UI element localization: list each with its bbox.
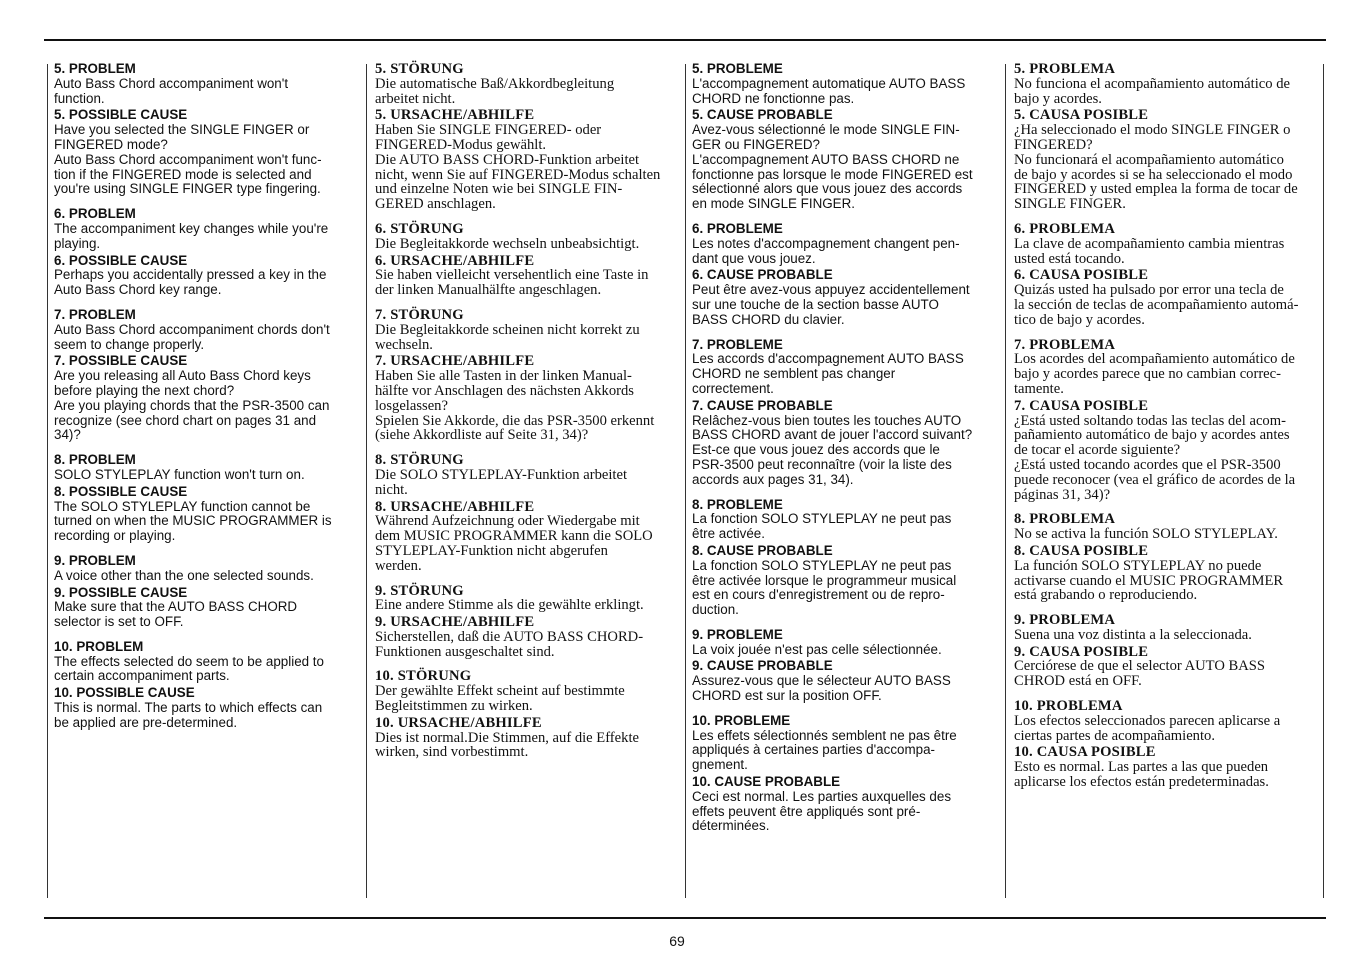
problem-text: La fonction SOLO STYLEPLAY ne peut pas être activée.	[692, 511, 952, 542]
problem-heading: 6. PROBLEMA	[1014, 220, 1116, 237]
top-rule	[44, 39, 1326, 41]
problem-heading: 9. STÖRUNG	[375, 582, 464, 599]
troubleshooting-item	[375, 453, 681, 573]
cause-heading: 5. URSACHE/ABHILFE	[375, 107, 535, 124]
problem-text: Los efectos seleccionados parecen aplicarse a ciertas partes de acompañamiento.	[1014, 712, 1281, 744]
problem-heading: 6. STÖRUNG	[375, 220, 464, 237]
problem-text: Die Begleitakkorde wechseln unbeabsichtigt.	[375, 235, 640, 252]
troubleshooting-item	[54, 453, 360, 544]
cause-text: Perhaps you accidentally pressed a key in the Auto Bass Chord key range.	[54, 267, 327, 298]
cause-text: Avez-vous sélectionné le mode SINGLE FIN- GER ou FINGERED? L'accompagnement AUTO BASS CHORD ne fonctionne pas lorsque le mode FINGERED est sélectionné alors que vous jouez des accords en mode SINGLE FINGER.	[692, 122, 973, 212]
problem-heading: 6. PROBLEM	[54, 206, 136, 222]
problem-text: Auto Bass Chord accompaniment won't function.	[54, 75, 289, 106]
cause-text: Quizás usted ha pulsado por error una tecla de la sección de teclas de acompañamiento automá- tico de bajo y acordes.	[1014, 282, 1299, 328]
problem-text: Les accords d'accompagnement AUTO BASS CHORD ne semblent pas changer correctement.	[692, 351, 964, 396]
cause-heading: 7. POSSIBLE CAUSE	[54, 353, 188, 369]
cause-heading: 10. CAUSE PROBABLE	[692, 774, 841, 790]
cause-text: Cerciórese de que el selector AUTO BASS CHROD está en OFF.	[1014, 658, 1266, 690]
troubleshooting-item	[1014, 613, 1320, 689]
troubleshooting-item	[692, 222, 1000, 328]
cause-heading: 6. POSSIBLE CAUSE	[54, 252, 188, 268]
cause-heading: 5. CAUSA POSIBLE	[1014, 107, 1149, 124]
troubleshooting-item	[375, 62, 681, 212]
problem-heading: 7. PROBLEMA	[1014, 336, 1116, 353]
troubleshooting-item	[1014, 222, 1320, 328]
problem-text: The accompaniment key changes while you're playing.	[54, 220, 329, 251]
cause-heading: 9. POSSIBLE CAUSE	[54, 584, 188, 600]
problem-heading: 8. STÖRUNG	[375, 452, 464, 469]
problem-heading: 10. STÖRUNG	[375, 668, 472, 685]
problem-text: SOLO STYLEPLAY function won't turn on.	[54, 466, 305, 482]
cause-heading: 10. POSSIBLE CAUSE	[54, 685, 195, 701]
cause-heading: 7. CAUSA POSIBLE	[1014, 397, 1149, 414]
problem-heading: 7. STÖRUNG	[375, 306, 464, 323]
german-column	[375, 62, 681, 770]
spanish-column	[1014, 62, 1320, 800]
cause-text: Dies ist normal.Die Stimmen, auf die Effekte wirken, sind vorbestimmt.	[375, 729, 639, 761]
cause-text: This is normal. The parts to which effects can be applied are pre-determined.	[54, 700, 323, 730]
cause-text: Ceci est normal. Les parties auxquelles des effets peuvent être appliqués sont pré- déterminées.	[692, 788, 952, 834]
problem-text: Die SOLO STYLEPLAY-Funktion arbeitet nicht.	[375, 466, 627, 498]
problem-heading: 5. PROBLEMA	[1014, 61, 1116, 77]
cause-text: ¿Está usted soltando todas las teclas del acom- pañamiento automático de bajo y acordes antes de tocar el acorde siguiente? ¿Está usted tocando acordes que el PSR-3500 puede reconocer (vea el gráfico de acordes de la páginas 31, 34)?	[1014, 412, 1296, 503]
problem-text: Les notes d'accompagnement changent pen- dant que vous jouez.	[692, 235, 960, 266]
cause-heading: 6. URSACHE/ABHILFE	[375, 252, 535, 269]
troubleshooting-item	[54, 207, 360, 298]
cause-text: La función SOLO STYLEPLAY no puede activarse cuando el MUSIC PROGRAMMER está grabando o reproduciendo.	[1014, 557, 1284, 604]
cause-text: Peut être avez-vous appuyez accidentellement sur une touche de la section basse AUTO BASS CHORD du clavier.	[692, 282, 970, 327]
cause-heading: 8. CAUSA POSIBLE	[1014, 542, 1149, 559]
problem-text: No se activa la función SOLO STYLEPLAY.	[1014, 526, 1278, 543]
cause-heading: 6. CAUSA POSIBLE	[1014, 267, 1149, 284]
column-divider-1	[47, 64, 48, 898]
cause-text: Relâchez-vous bien toutes les touches AUTO BASS CHORD avant de jouer l'accord suivant? Est-ce que vous jouez des accords que le PSR-3500 peut reconnaître (voir la liste des accords aux pages 31, 34).	[692, 412, 973, 487]
problem-heading: 10. PROBLEM	[54, 638, 144, 654]
troubleshooting-item	[1014, 699, 1320, 790]
troubleshooting-item	[692, 498, 1000, 618]
cause-heading: 7. CAUSE PROBABLE	[692, 397, 833, 413]
problem-heading: 5. PROBLEM	[54, 61, 136, 76]
english-column	[54, 62, 360, 741]
cause-text: Assurez-vous que le sélecteur AUTO BASS CHORD est sur la position OFF.	[692, 673, 951, 704]
cause-heading: 8. CAUSE PROBABLE	[692, 542, 833, 558]
problem-heading: 5. STÖRUNG	[375, 61, 464, 77]
troubleshooting-item	[1014, 338, 1320, 503]
cause-text: Esto es normal. Las partes a las que pueden aplicarse los efectos están predeterminadas.	[1014, 759, 1269, 791]
troubleshooting-item	[1014, 512, 1320, 603]
troubleshooting-item	[375, 308, 681, 443]
problem-text: Auto Bass Chord accompaniment chords don't seem to change properly.	[54, 321, 330, 352]
column-divider-4	[1005, 64, 1006, 898]
cause-heading: 10. URSACHE/ABHILFE	[375, 714, 542, 731]
bottom-rule	[44, 917, 1326, 919]
cause-text: ¿Ha seleccionado el modo SINGLE FINGER o FINGERED? No funcionará el acompañamiento automático de bajo y acordes si se ha seleccionado el modo FINGERED y usted emplea la forma de tocar de SINGLE FINGER.	[1014, 122, 1298, 213]
cause-heading: 5. CAUSE PROBABLE	[692, 107, 833, 123]
cause-heading: 6. CAUSE PROBABLE	[692, 267, 833, 283]
problem-text: Die automatische Baß/Akkordbegleitung arbeitet nicht.	[375, 75, 615, 107]
cause-text: La fonction SOLO STYLEPLAY ne peut pas être activée lorsque le programmeur musical est en cours d'enregistrement ou de repro- duction.	[692, 557, 957, 618]
cause-text: Sie haben vielleicht versehentlich eine Taste in der linken Manualhälfte angeschlagen.	[375, 267, 649, 299]
problem-text: Les effets sélectionnés semblent ne pas être appliqués à certaines parties d'accompa- gnement.	[692, 727, 957, 773]
column-divider-2	[366, 64, 367, 898]
cause-text: Haben Sie SINGLE FINGERED- oder FINGERED-Modus gewählt. Die AUTO BASS CHORD-Funktion arbeitet nicht, wenn Sie auf FINGERED-Modus schalten und einzelne Noten wie bei SINGLE FIN- GERED anschlagen.	[375, 122, 661, 213]
page-number: 69	[669, 933, 685, 949]
problem-text: Los acordes del acompañamiento automático de bajo y acordes parece que no cambian correc- tamente.	[1014, 351, 1295, 397]
problem-heading: 7. PROBLEME	[692, 336, 783, 352]
column-divider-3	[685, 64, 686, 898]
cause-heading: 5. POSSIBLE CAUSE	[54, 107, 188, 123]
cause-heading: 8. POSSIBLE CAUSE	[54, 483, 188, 499]
problem-heading: 9. PROBLEMA	[1014, 612, 1116, 629]
cause-text: Haben Sie alle Tasten in der linken Manual- hälfte vor Anschlagen des nächsten Akkords losgelassen? Spielen Sie Akkorde, die das PSR-3500 erkennt (siehe Akkordliste auf Seite 31, 34)?	[375, 368, 655, 444]
troubleshooting-item	[692, 628, 1000, 704]
problem-heading: 5. PROBLEME	[692, 61, 783, 76]
problem-heading: 8. PROBLEME	[692, 496, 783, 512]
problem-text: Der gewählte Effekt scheint auf bestimmte Begleitstimmen zu wirken.	[375, 683, 625, 715]
cause-text: Make sure that the AUTO BASS CHORD selector is set to OFF.	[54, 599, 298, 630]
troubleshooting-item	[375, 222, 681, 298]
problem-text: La voix jouée n'est pas celle sélectionnée.	[692, 641, 942, 657]
troubleshooting-item	[375, 584, 681, 660]
problem-text: Eine andere Stimme als die gewählte erklingt.	[375, 597, 644, 614]
troubleshooting-item	[54, 308, 360, 443]
cause-heading: 9. CAUSA POSIBLE	[1014, 643, 1149, 660]
cause-heading: 7. URSACHE/ABHILFE	[375, 353, 535, 370]
problem-heading: 8. PROBLEM	[54, 452, 136, 468]
cause-text: Have you selected the SINGLE FINGER or FINGERED mode? Auto Bass Chord accompaniment won't func- tion if the FINGERED mode is selected and you're using SINGLE FINGER type fingering.	[54, 122, 322, 197]
problem-text: No funciona el acompañamiento automático de bajo y acordes.	[1014, 75, 1290, 107]
problem-text: La clave de acompañamiento cambia mientras usted está tocando.	[1014, 235, 1285, 267]
cause-text: Sicherstellen, daß die AUTO BASS CHORD- Funktionen ausgeschaltet sind.	[375, 628, 644, 660]
troubleshooting-item	[692, 62, 1000, 212]
troubleshooting-item	[54, 62, 360, 197]
troubleshooting-item	[692, 714, 1000, 834]
french-column	[692, 62, 1000, 844]
cause-text: Are you releasing all Auto Bass Chord keys before playing the next chord? Are you playing chords that the PSR-3500 can recognize (see chord chart on pages 31 and 34)?	[54, 368, 330, 443]
problem-heading: 8. PROBLEMA	[1014, 511, 1116, 528]
problem-heading: 6. PROBLEME	[692, 220, 783, 236]
troubleshooting-item	[1014, 62, 1320, 212]
cause-heading: 9. CAUSE PROBABLE	[692, 658, 833, 674]
problem-heading: 10. PROBLEME	[692, 712, 791, 728]
problem-heading: 9. PROBLEM	[54, 552, 136, 568]
troubleshooting-item	[692, 338, 1000, 488]
problem-heading: 7. PROBLEM	[54, 306, 136, 322]
troubleshooting-item	[54, 554, 360, 630]
cause-heading: 10. CAUSA POSIBLE	[1014, 744, 1156, 761]
cause-text: Während Aufzeichnung oder Wiedergabe mit dem MUSIC PROGRAMMER kann die SOLO STYLEPLAY-Funktion nicht abgerufen werden.	[375, 513, 653, 574]
cause-heading: 8. URSACHE/ABHILFE	[375, 498, 535, 515]
cause-text: The SOLO STYLEPLAY function cannot be turned on when the MUSIC PROGRAMMER is recording or playing.	[54, 498, 332, 544]
troubleshooting-item	[54, 640, 360, 731]
problem-text: L'accompagnement automatique AUTO BASS CHORD ne fonctionne pas.	[692, 75, 966, 106]
problem-text: Die Begleitakkorde scheinen nicht korrekt zu wechseln.	[375, 321, 640, 353]
problem-heading: 9. PROBLEME	[692, 626, 783, 642]
troubleshooting-item	[375, 669, 681, 760]
problem-text: A voice other than the one selected sounds.	[54, 567, 314, 583]
problem-heading: 10. PROBLEMA	[1014, 698, 1123, 715]
cause-heading: 9. URSACHE/ABHILFE	[375, 614, 535, 631]
column-divider-5	[1323, 64, 1324, 898]
problem-text: Suena una voz distinta a la seleccionada.	[1014, 626, 1252, 643]
problem-text: The effects selected do seem to be applied to certain accompaniment parts.	[54, 653, 324, 684]
